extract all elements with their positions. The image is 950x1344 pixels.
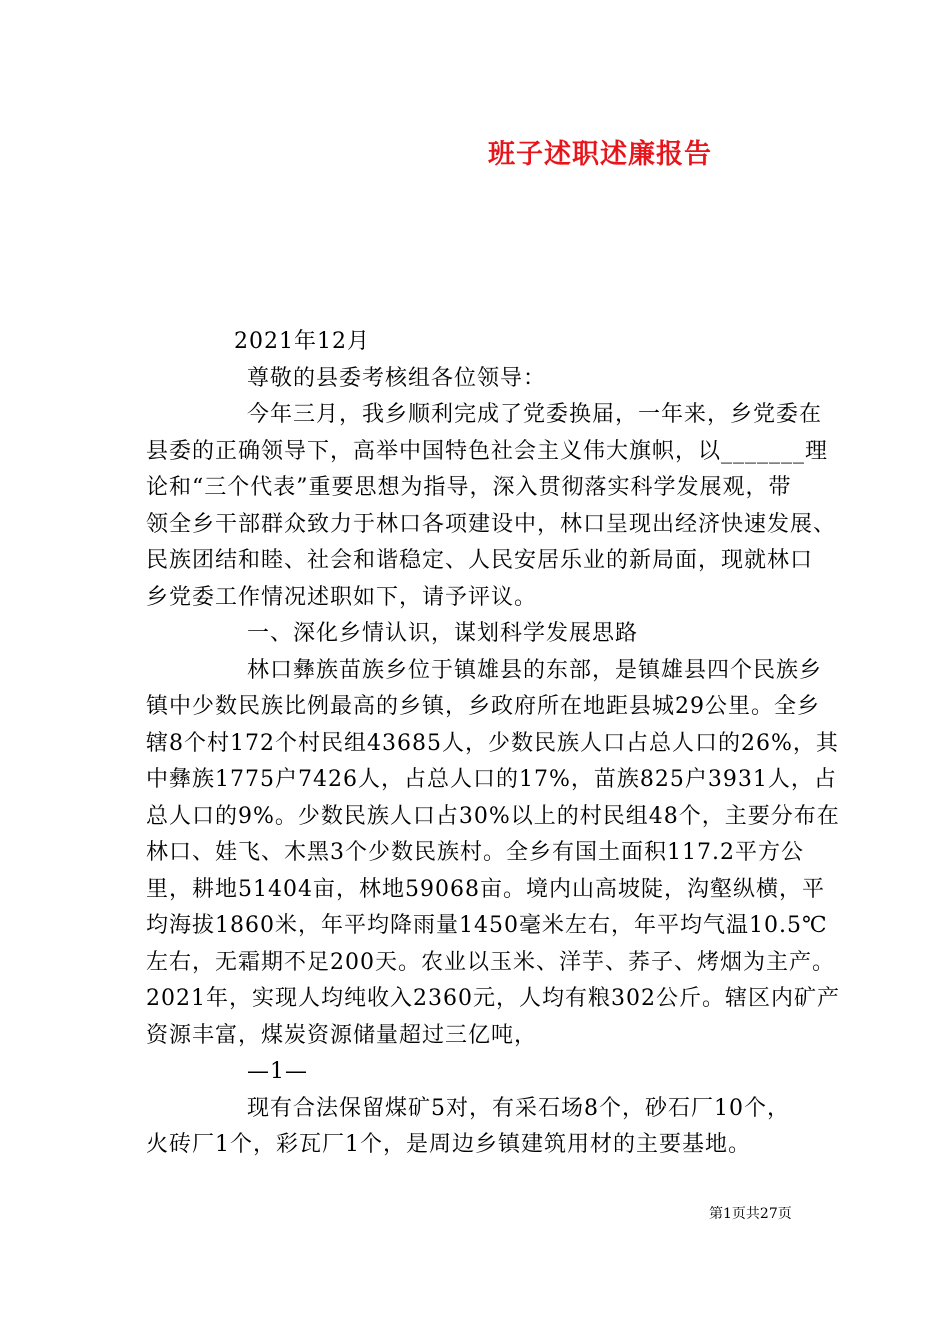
paragraph-line: 今年三月，我乡顺利完成了党委换届，一年来，乡党委在 (247, 402, 823, 427)
paragraph-line: 领全乡干部群众致力于林口各项建设中，林口呈现出经济快速发展、 (146, 512, 837, 537)
page-number-marker: —1— (247, 1059, 308, 1084)
page-footer: 第1页共27页 (709, 1206, 792, 1222)
paragraph-line: 总人口的9%。少数民族人口占30%以上的村民组48个，主要分布在 (146, 804, 840, 829)
paragraph-line: 现有合法保留煤矿5对，有采石场8个，砂石厂10个， (247, 1096, 790, 1121)
paragraph-line: 2021年，实现人均纯收入2360元，人均有粮302公斤。辖区内矿产 (146, 986, 840, 1011)
paragraph-line: 资源丰富，煤炭资源储量超过三亿吨， (146, 1023, 538, 1048)
paragraph-line: 左右，无霜期不足200天。农业以玉米、洋芋、荞子、烤烟为主产。 (146, 950, 835, 975)
paragraph-line: 里，耕地51404亩，林地59068亩。境内山高坡陡，沟壑纵横，平 (146, 877, 825, 902)
paragraph-line: 镇中少数民族比例最高的乡镇，乡政府所在地距县城29公里。全乡 (146, 694, 820, 719)
paragraph-line: 乡党委工作情况述职如下，请予评议。 (146, 585, 538, 610)
paragraph-line: 林口彝族苗族乡位于镇雄县的东部，是镇雄县四个民族乡 (247, 658, 823, 683)
salutation: 尊敬的县委考核组各位领导： (247, 366, 547, 391)
paragraph-line: 县委的正确领导下，高举中国特色社会主义伟大旗帜，以_______理 (146, 439, 829, 464)
section-heading: 一、深化乡情认识，谋划科学发展思路 (247, 621, 639, 646)
paragraph-line: 中彝族1775户7426人，占总人口的17%，苗族825户3931人，占 (146, 767, 837, 792)
paragraph-line: 林口、娃飞、木黑3个少数民族村。全乡有国土面积117.2平方公 (146, 840, 804, 865)
date-line: 2021年12月 (234, 329, 370, 354)
document-title: 班子述职述廉报告 (488, 139, 712, 170)
paragraph-line: 均海拔1860米，年平均降雨量1450毫米左右，年平均气温10.5℃ (146, 913, 828, 938)
paragraph-line: 民族团结和睦、社会和谐稳定、人民安居乐业的新局面，现就林口 (146, 548, 814, 573)
paragraph-line: 论和“三个代表”重要思想为指导，深入贯彻落实科学发展观，带 (146, 475, 792, 500)
paragraph-line: 辖8个村172个村民组43685人，少数民族人口占总人口的26%，其 (146, 731, 839, 756)
paragraph-line: 火砖厂1个，彩瓦厂1个，是周边乡镇建筑用材的主要基地。 (146, 1132, 751, 1157)
